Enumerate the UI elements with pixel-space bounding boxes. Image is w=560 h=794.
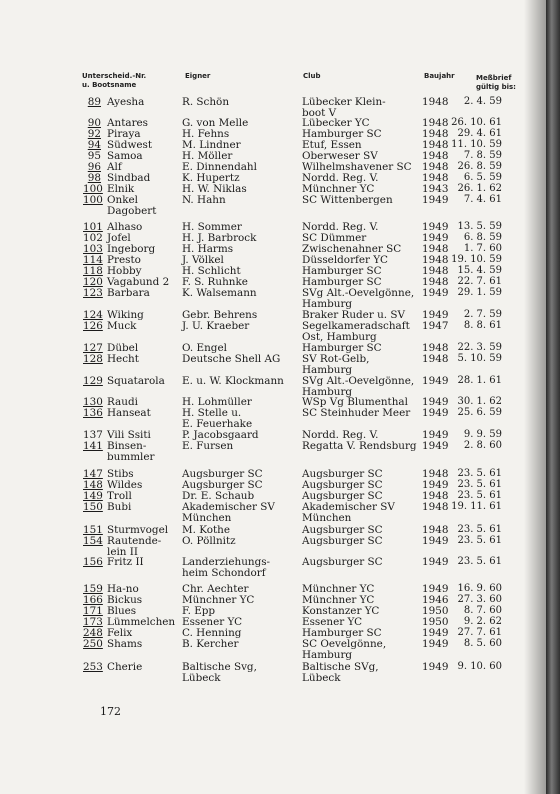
club-name: Lübecker Klein- boot V (302, 96, 386, 119)
boat-name: Hecht (107, 353, 139, 365)
certificate-valid-until: 16. 9. 60 (457, 583, 502, 594)
boat-name: Cherie (107, 661, 143, 673)
club-name: Augsburger SC (302, 535, 383, 547)
club-name: Konstanzer YC (302, 605, 380, 617)
boat-name: Ingeborg (107, 243, 156, 255)
boat-number: 103 (83, 243, 103, 255)
club-name: Regatta V. Rendsburg (302, 440, 417, 452)
header-year: Baujahr (424, 72, 455, 80)
build-year: 1948 (422, 172, 449, 184)
certificate-valid-until: 23. 5. 61 (457, 535, 502, 546)
build-year: 1946 (422, 594, 449, 606)
boat-name: Elnik (107, 183, 135, 195)
certificate-valid-until: 27. 3. 60 (457, 594, 502, 605)
boat-name: Shams (107, 638, 143, 650)
boat-name: Samoa (107, 150, 143, 162)
build-year: 1948 (422, 128, 449, 140)
boat-number: 137 (83, 429, 103, 441)
owner-name: Akademischer SV München (182, 501, 275, 524)
certificate-valid-until: 22. 3. 59 (457, 342, 502, 353)
club-name: Wilhelmshavener SC (302, 161, 412, 173)
table-row (0, 97, 530, 117)
club-name: Augsburger SC (302, 556, 383, 568)
table-row (0, 376, 530, 396)
certificate-valid-until: 26. 8. 59 (457, 161, 502, 172)
club-name: Essener YC (302, 616, 363, 628)
certificate-valid-until: 23. 5. 61 (457, 490, 502, 501)
build-year: 1948 (422, 468, 449, 480)
boat-name: Wiking (107, 309, 144, 321)
certificate-valid-until: 29. 4. 61 (457, 128, 502, 139)
boat-name: Ha-no (107, 583, 139, 595)
build-year: 1949 (422, 194, 449, 206)
boat-number: 156 (83, 556, 103, 568)
boat-number: 173 (83, 616, 103, 628)
certificate-valid-until: 2. 7. 59 (463, 309, 502, 320)
certificate-valid-until: 19. 11. 61 (451, 501, 502, 512)
club-name: Münchner YC (302, 583, 375, 595)
build-year: 1950 (422, 616, 449, 628)
owner-name: K. Hupertz (182, 172, 240, 184)
build-year: 1949 (422, 440, 449, 452)
club-name: SVg Alt.-Oevelgönne, Hamburg (302, 375, 415, 398)
certificate-valid-until: 28. 1. 61 (457, 375, 502, 386)
certificate-valid-until: 29. 1. 59 (457, 287, 502, 298)
boat-number: 94 (87, 139, 101, 151)
header-club: Club (303, 72, 321, 80)
owner-name: M. Kothe (182, 524, 231, 536)
build-year: 1949 (422, 375, 449, 387)
club-name: Braker Ruder u. SV (302, 309, 406, 321)
boat-name: Binsen- bummler (107, 440, 155, 463)
table-row (0, 321, 530, 341)
build-year: 1949 (422, 627, 449, 639)
boat-name: Presto (107, 254, 141, 266)
owner-name: M. Lindner (182, 139, 241, 151)
club-name: Segelkameradschaft Ost, Hamburg (302, 320, 410, 343)
certificate-valid-until: 6. 8. 59 (463, 232, 502, 243)
owner-name: O. Engel (182, 342, 227, 354)
club-name: SV Rot-Gelb, Hamburg (302, 353, 370, 376)
boat-name: Raudi (107, 396, 138, 408)
certificate-valid-until: 7. 4. 61 (463, 194, 502, 205)
certificate-valid-until: 9. 2. 62 (463, 616, 502, 627)
page-number: 172 (100, 705, 121, 718)
boat-number: 123 (83, 287, 103, 299)
build-year: 1949 (422, 638, 449, 650)
owner-name: H. Fehns (182, 128, 230, 140)
club-name: Baltische SVg, Lübeck (302, 661, 379, 684)
build-year: 1948 (422, 243, 449, 255)
table-row (0, 502, 530, 522)
boat-name: Troll (107, 490, 132, 502)
owner-name: H. Sommer (182, 221, 242, 233)
build-year: 1949 (422, 221, 449, 233)
club-name: Nordd. Reg. V. (302, 221, 379, 233)
boat-name: Antares (107, 117, 149, 129)
boat-name: Hanseat (107, 407, 151, 419)
boat-number: 141 (83, 440, 103, 452)
table-row (0, 639, 530, 659)
build-year: 1949 (422, 556, 449, 568)
owner-name: J. Völkel (182, 254, 224, 266)
club-name: Augsburger SC (302, 490, 383, 502)
boat-name: Alf (107, 161, 122, 173)
club-name: Düsseldorfer YC (302, 254, 388, 266)
build-year: 1948 (422, 501, 449, 513)
header-owner: Eigner (185, 72, 211, 80)
boat-number: 159 (83, 583, 103, 595)
boat-name: Onkel Dagobert (107, 194, 157, 217)
build-year: 1949 (422, 535, 449, 547)
owner-name: G. von Melle (182, 117, 249, 129)
club-name: Münchner YC (302, 594, 375, 606)
club-name: Hamburger SC (302, 276, 382, 288)
certificate-valid-until: 2. 8. 60 (463, 440, 502, 451)
owner-name: E. u. W. Klockmann (182, 375, 284, 387)
owner-name: H. Möller (182, 150, 233, 162)
owner-name: Münchner YC (182, 594, 255, 606)
certificate-valid-until: 25. 6. 59 (457, 407, 502, 418)
boat-number: 128 (83, 353, 103, 365)
boat-number: 250 (83, 638, 103, 650)
owner-name: F. Epp (182, 605, 216, 617)
owner-name: Chr. Aechter (182, 583, 249, 595)
owner-name: P. Jacobsgaard (182, 429, 259, 441)
club-name: WSp Vg Blumenthal (302, 396, 408, 408)
boat-name: Muck (107, 320, 137, 332)
table-row (0, 408, 530, 428)
owner-name: Augsburger SC (182, 468, 263, 480)
club-name: Augsburger SC (302, 479, 383, 491)
certificate-valid-until: 13. 5. 59 (457, 221, 502, 232)
build-year: 1948 (422, 342, 449, 354)
club-name: Akademischer SV München (302, 501, 395, 524)
table-row (0, 662, 530, 682)
boat-name: Sindbad (107, 172, 151, 184)
owner-name: Gebr. Behrens (182, 309, 258, 321)
boat-name: Felix (107, 627, 133, 639)
certificate-valid-until: 23. 5. 61 (457, 479, 502, 490)
header-number-name: Unterscheid.-Nr. u. Bootsname (82, 72, 147, 89)
boat-number: 124 (83, 309, 103, 321)
certificate-valid-until: 5. 10. 59 (457, 353, 502, 364)
club-name: Oberweser SV (302, 150, 378, 162)
build-year: 1948 (422, 353, 449, 365)
build-year: 1949 (422, 407, 449, 419)
build-year: 1948 (422, 524, 449, 536)
certificate-valid-until: 6. 5. 59 (463, 172, 502, 183)
certificate-valid-until: 15. 4. 59 (457, 265, 502, 276)
owner-name: E. Fursen (182, 440, 234, 452)
club-name: Augsburger SC (302, 468, 383, 480)
table-row (0, 441, 530, 461)
club-name: Hamburger SC (302, 627, 382, 639)
boat-name: Bubi (107, 501, 132, 513)
owner-name: N. Hahn (182, 194, 226, 206)
owner-name: Essener YC (182, 616, 243, 628)
boat-number: 126 (83, 320, 103, 332)
build-year: 1949 (422, 429, 449, 441)
build-year: 1943 (422, 183, 449, 195)
certificate-valid-until: 8. 5. 60 (463, 638, 502, 649)
boat-number: 100 (83, 194, 103, 206)
club-name: SC Dümmer (302, 232, 367, 244)
owner-name: E. Dinnendahl (182, 161, 257, 173)
boat-name: Blues (107, 605, 137, 617)
boat-number: 136 (83, 407, 103, 419)
boat-number: 253 (83, 661, 103, 673)
boat-number: 102 (83, 232, 103, 244)
owner-name: H. W. Niklas (182, 183, 247, 195)
boat-number: 120 (83, 276, 103, 288)
certificate-valid-until: 9. 10. 60 (457, 661, 502, 672)
certificate-valid-until: 27. 7. 61 (457, 627, 502, 638)
club-name: SVg Alt.-Oevelgönne, Hamburg (302, 287, 415, 310)
owner-name: Dr. E. Schaub (182, 490, 255, 502)
owner-name: H. Lohmüller (182, 396, 252, 408)
table-row (0, 354, 530, 374)
boat-number: 90 (87, 117, 101, 129)
boat-name: Stibs (107, 468, 134, 480)
boat-name: Bickus (107, 594, 143, 606)
boat-name: Barbara (107, 287, 150, 299)
boat-name: Alhaso (107, 221, 143, 233)
table-row (0, 195, 530, 215)
certificate-valid-until: 7. 8. 59 (463, 150, 502, 161)
club-name: Münchner YC (302, 183, 375, 195)
build-year: 1948 (422, 117, 449, 129)
club-name: Augsburger SC (302, 524, 383, 536)
boat-number: 248 (83, 627, 103, 639)
owner-name: K. Walsemann (182, 287, 257, 299)
table-row (0, 557, 530, 577)
build-year: 1949 (422, 309, 449, 321)
boat-number: 114 (83, 254, 103, 266)
club-name: Hamburger SC (302, 128, 382, 140)
boat-name: Wildes (107, 479, 143, 491)
boat-name: Squatarola (107, 375, 165, 387)
build-year: 1947 (422, 320, 449, 332)
boat-number: 92 (87, 128, 101, 140)
owner-name: Baltische Svg, Lübeck (182, 661, 257, 684)
build-year: 1949 (422, 583, 449, 595)
boat-number: 149 (83, 490, 103, 502)
certificate-valid-until: 8. 7. 60 (463, 605, 502, 616)
owner-name: F. S. Ruhnke (182, 276, 248, 288)
boat-name: Hobby (107, 265, 142, 277)
boat-name: Jofel (107, 232, 131, 244)
build-year: 1948 (422, 490, 449, 502)
table-row (0, 288, 530, 308)
build-year: 1950 (422, 605, 449, 617)
boat-name: Ayesha (107, 96, 145, 108)
build-year: 1948 (422, 265, 449, 277)
boat-name: Fritz II (107, 556, 144, 568)
club-name: SC Steinhuder Meer (302, 407, 411, 419)
build-year: 1948 (422, 139, 449, 151)
owner-name: R. Schön (182, 96, 230, 108)
owner-name: H. Harms (182, 243, 234, 255)
boat-name: Lümmelchen (107, 616, 176, 628)
boat-number: 150 (83, 501, 103, 513)
certificate-valid-until: 9. 9. 59 (463, 429, 502, 440)
owner-name: Deutsche Shell AG (182, 353, 281, 365)
club-name: Zwischenahner SC (302, 243, 402, 255)
certificate-valid-until: 23. 5. 61 (457, 556, 502, 567)
boat-number: 148 (83, 479, 103, 491)
club-name: SC Wittenbergen (302, 194, 393, 206)
club-name: Nordd. Reg. V. (302, 429, 379, 441)
build-year: 1949 (422, 661, 449, 673)
owner-name: B. Kercher (182, 638, 239, 650)
boat-number: 166 (83, 594, 103, 606)
book-edge (546, 0, 560, 794)
build-year: 1949 (422, 232, 449, 244)
owner-name: Augsburger SC (182, 479, 263, 491)
owner-name: H. Stelle u. E. Feuerhake (182, 407, 253, 430)
build-year: 1949 (422, 396, 449, 408)
owner-name: H. Schlicht (182, 265, 241, 277)
boat-number: 130 (83, 396, 103, 408)
boat-number: 89 (87, 96, 101, 108)
boat-number: 101 (83, 221, 103, 233)
owner-name: Landerziehungs- heim Schondorf (182, 556, 271, 579)
certificate-valid-until: 19. 10. 59 (451, 254, 502, 265)
header-valid-until: Meßbrief gültig bis: (476, 74, 516, 91)
certificate-valid-until: 26. 1. 62 (457, 183, 502, 194)
certificate-valid-until: 30. 1. 62 (457, 396, 502, 407)
boat-name: Piraya (107, 128, 141, 140)
build-year: 1949 (422, 479, 449, 491)
build-year: 1948 (422, 150, 449, 162)
boat-number: 127 (83, 342, 103, 354)
boat-number: 147 (83, 468, 103, 480)
certificate-valid-until: 1. 7. 60 (463, 243, 502, 254)
boat-number: 118 (83, 265, 103, 277)
boat-number: 98 (87, 172, 101, 184)
certificate-valid-until: 22. 7. 61 (457, 276, 502, 287)
build-year: 1949 (422, 287, 449, 299)
owner-name: H. J. Barbrock (182, 232, 257, 244)
table-row (0, 536, 530, 556)
build-year: 1948 (422, 96, 449, 108)
owner-name: O. Pöllnitz (182, 535, 236, 547)
certificate-valid-until: 2. 4. 59 (463, 96, 502, 107)
build-year: 1948 (422, 161, 449, 173)
boat-name: Sturmvogel (107, 524, 169, 536)
page-gutter-shadow (524, 0, 546, 794)
owner-name: J. U. Kraeber (182, 320, 250, 332)
club-name: SC Oevelgönne, Hamburg (302, 638, 387, 661)
build-year: 1948 (422, 276, 449, 288)
boat-name: Vili Ssiti (107, 429, 151, 441)
boat-number: 171 (83, 605, 103, 617)
boat-number: 129 (83, 375, 103, 387)
boat-name: Südwest (107, 139, 153, 151)
club-name: Hamburger SC (302, 342, 382, 354)
boat-number: 96 (87, 161, 101, 173)
certificate-valid-until: 26. 10. 61 (451, 117, 502, 128)
build-year: 1948 (422, 254, 449, 266)
boat-number: 100 (83, 183, 103, 195)
boat-name: Rautende- lein II (107, 535, 162, 558)
certificate-valid-until: 8. 8. 61 (463, 320, 502, 331)
boat-number: 154 (83, 535, 103, 547)
club-name: Hamburger SC (302, 265, 382, 277)
boat-number: 95 (87, 150, 101, 162)
certificate-valid-until: 23. 5. 61 (457, 468, 502, 479)
boat-name: Dübel (107, 342, 139, 354)
boat-name: Vagabund 2 (107, 276, 170, 288)
boat-number: 151 (83, 524, 103, 536)
club-name: Etuf, Essen (302, 139, 362, 151)
owner-name: C. Henning (182, 627, 242, 639)
club-name: Nordd. Reg. V. (302, 172, 379, 184)
certificate-valid-until: 23. 5. 61 (457, 524, 502, 535)
club-name: Lübecker YC (302, 117, 370, 129)
certificate-valid-until: 11. 10. 59 (451, 139, 502, 150)
